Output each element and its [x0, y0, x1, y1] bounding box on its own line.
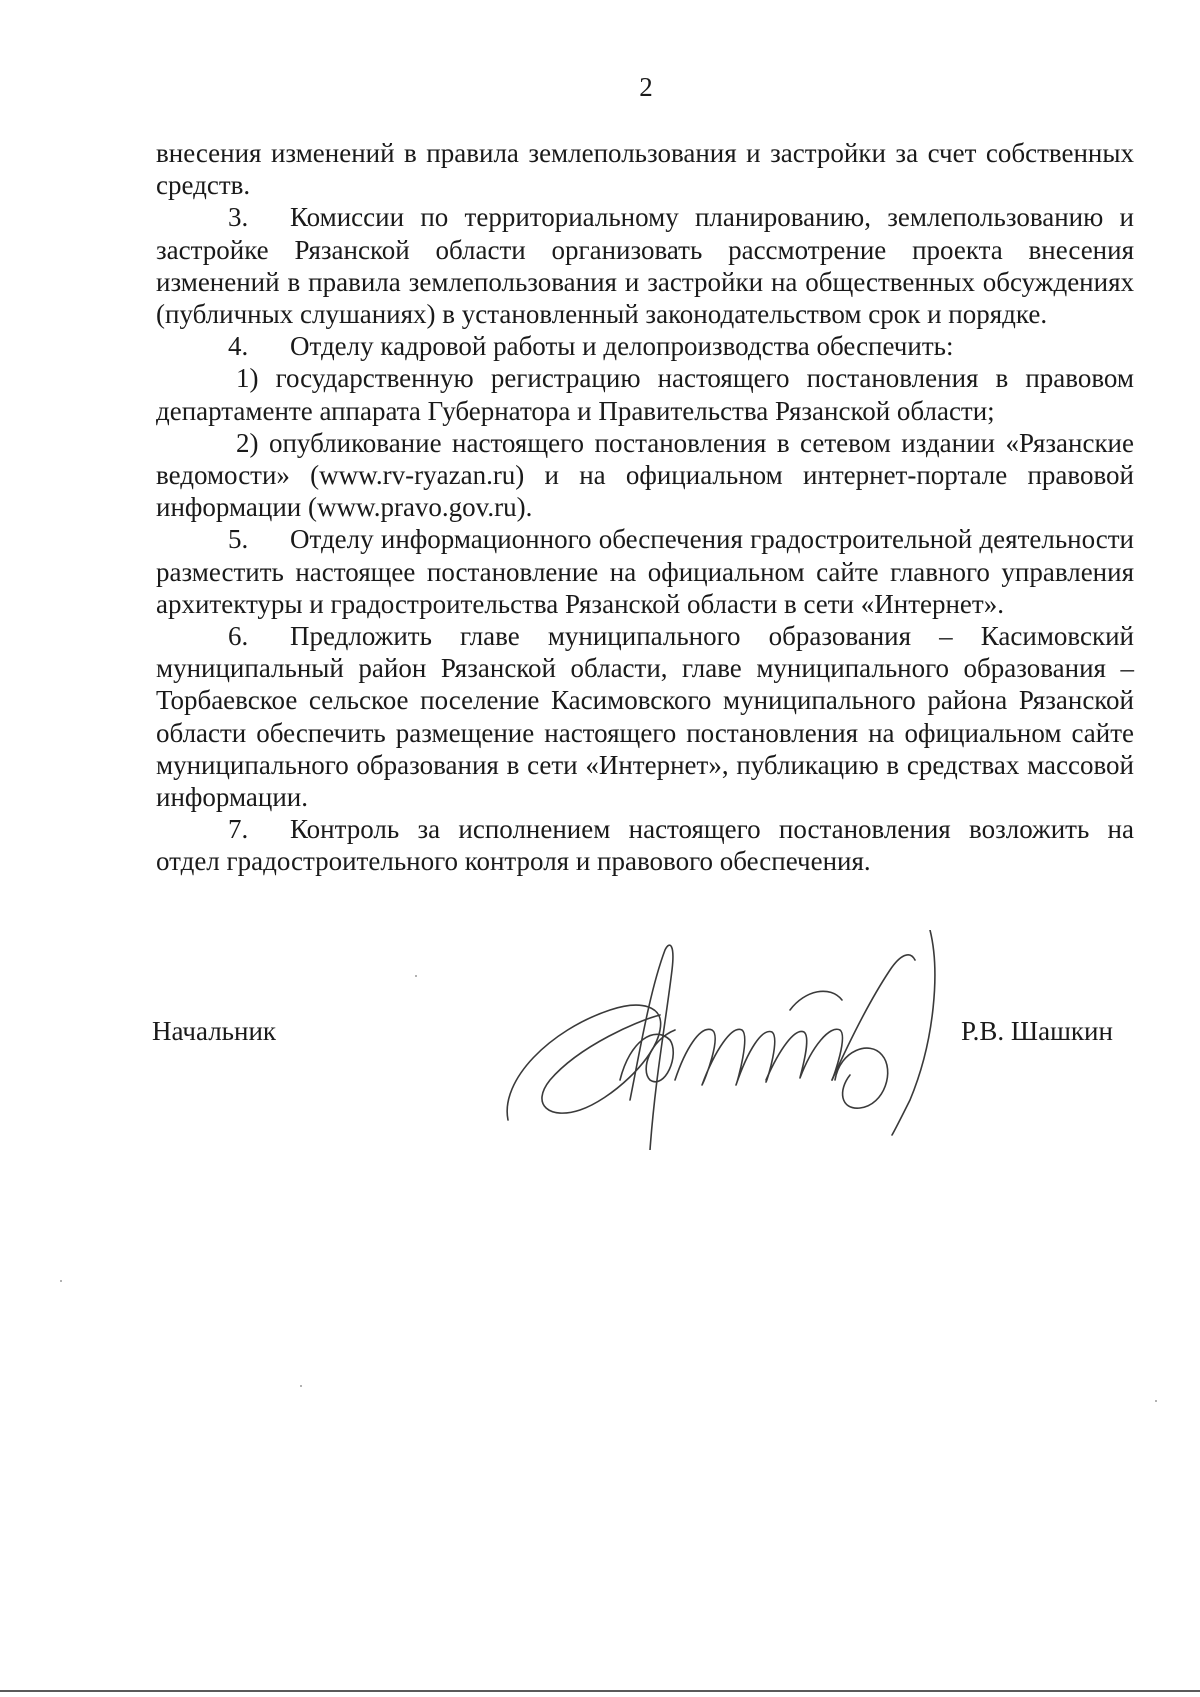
paragraph-item-5 [156, 523, 1134, 620]
paragraph-item-7 [156, 813, 1134, 877]
paragraph-item-4 [156, 330, 1134, 362]
paragraph-text: Отделу информационного обеспечения градостроительной деятельности разместить настоящее постановление на официальном сайте главного управления архитектуры и градостроительства Рязанской области в сети «Интернет». [156, 524, 1134, 619]
document-body [156, 137, 1134, 878]
scan-speck [1155, 1400, 1157, 1402]
scan-speck [415, 975, 417, 977]
paragraph-text: Контроль за исполнением настоящего постановления возложить на отдел градостроительного контроля и правового обеспечения. [156, 814, 1134, 877]
paragraph-item-3 [156, 201, 1134, 330]
paragraph-continuation [156, 137, 1134, 201]
page-number: 2 [639, 72, 653, 102]
scan-speck [300, 1385, 302, 1387]
signature-stroke [766, 1029, 842, 1080]
paragraph-text: 1) государственную регистрацию настоящего постановления в правовом департаменте аппарата Губернатора и Правительства Рязанской области; [156, 363, 1134, 426]
signature-stroke [790, 991, 842, 1010]
paragraph-text: Комиссии по территориальному планированию, землепользованию и застройке Рязанской области организовать рассмотрение проекта внесения изменений в правила землепользования и застройки на общественных обсуждениях (публичных слушаниях) в установленный законодательством срок и порядке. [156, 202, 1134, 330]
paragraph-item-6 [156, 620, 1134, 813]
paragraph-subitem-1 [156, 362, 1134, 426]
scan-speck [60, 1280, 62, 1282]
signatory-name: Р.В. Шашкин [961, 1016, 1113, 1046]
signature-stroke [832, 955, 915, 1080]
signatory-title: Начальник [152, 1016, 277, 1046]
paragraph-number: 7. [228, 814, 249, 845]
paragraph-text: Отделу кадровой работы и делопроизводства обеспечить: [290, 331, 954, 362]
paragraph-number: 6. [228, 621, 249, 652]
scan-edge-line [0, 1690, 1200, 1692]
paragraph-number: 5. [228, 524, 249, 555]
paragraph-number: 4. [228, 331, 249, 362]
paragraph-text: Предложить главе муниципального образования – Касимовский муниципальный район Рязанской области, главе муниципального образования – Торбаевское сельское поселение Касимовского муниципального района Рязанской области обеспечить размещение настоящего постановления на официальном сайте муниципального образования в сети «Интернет», публикацию в средствах массовой информации. [156, 621, 1134, 813]
paragraph-subitem-2 [156, 427, 1134, 524]
paragraph-number: 3. [228, 202, 249, 233]
handwritten-signature [490, 930, 960, 1150]
paragraph-text: 2) опубликование настоящего постановления в сетевом издании «Рязанские ведомости» (www.rv-ryazan.ru) и на официальном интернет-портале правовой информации (www.pravo.gov.ru). [156, 427, 1134, 523]
paragraph-text: внесения изменений в правила землепользования и застройки за счет собственных средств. [156, 138, 1134, 201]
signature-stroke [630, 945, 673, 1150]
signature-stroke [675, 1029, 775, 1085]
